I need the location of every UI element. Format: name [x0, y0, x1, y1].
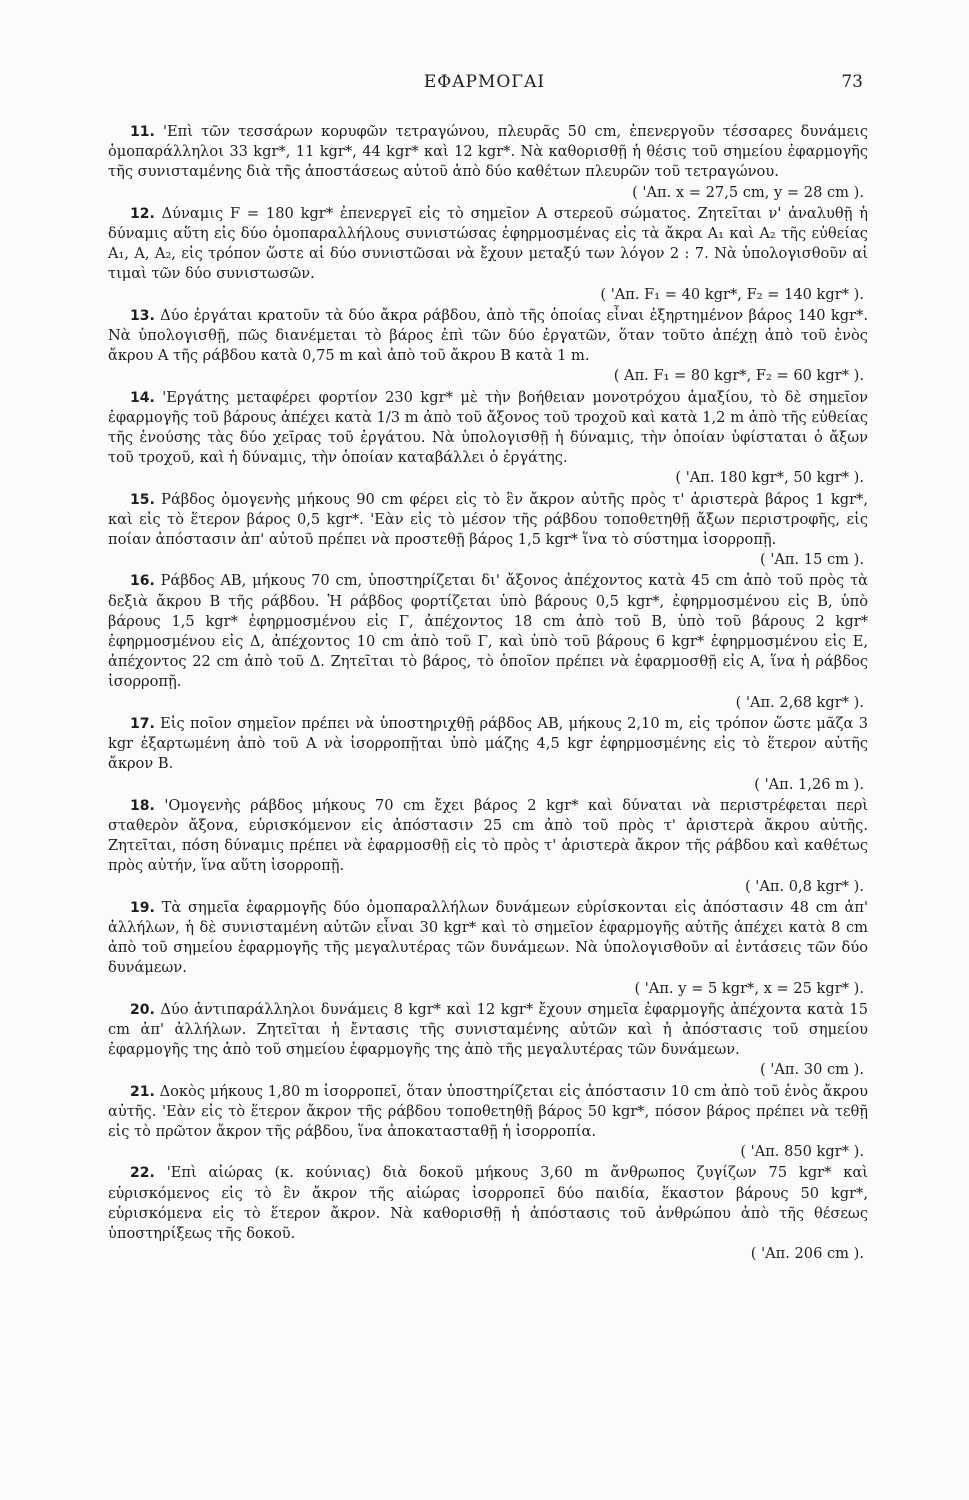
problem-body: 'Εργάτης μεταφέρει φορτίον 230 kgr* μὲ τὴν βοήθειαν μονοτρόχου ἁμαξίου, τὸ δὲ σημεῖον ἐφαρμογῆς τοῦ βάρους ἀπέχει κατὰ 1/3 m ἀπὸ τοῦ ἄξονος τοῦ τροχοῦ καὶ κατὰ 1,2 m ἀπὸ τῆς εὐθείας τῆς ἑνούσης τὰς δύο χεῖρας τοῦ ἐργάτου. Νὰ ὑπολογισθῇ ἡ δύναμις, τὴν ὁποίαν ὑφίσταται ὁ ἄξων τοῦ τροχοῦ, καὶ ἡ δύναμις, τὴν ὁποίαν καταβάλλει ὁ ἐργάτης. — [108, 388, 868, 467]
problem-item — [108, 306, 868, 387]
problem-item — [108, 714, 868, 795]
problem-item — [108, 204, 868, 305]
problem-number: 15. — [130, 491, 155, 508]
problem-item — [108, 1000, 868, 1081]
problem-text — [108, 571, 868, 692]
answer-line: ( Απ. F₁ = 80 kgr*, F₂ = 60 kgr* ). — [613, 367, 864, 385]
page-number: 73 — [841, 72, 863, 92]
problem-body: Δύο ἀντιπαράλληλοι δυνάμεις 8 kgr* καὶ 12 kgr* ἔχουν σημεῖα ἐφαρμογῆς ἀπέχοντα κατὰ 15 cm ἀπ' ἀλλήλων. Ζητεῖται ἡ ἔντασις τῆς συνισταμένης αὐτῶν καὶ ἡ ἀπόστασις τοῦ σημείου ἐφαρμογῆς της ἀπὸ τοῦ σημείου ἐφαρμογῆς της ἀπὸ τῆς μεγαλυτέρας τῶν δυνάμεων. — [108, 1000, 868, 1059]
problem-item — [108, 898, 868, 999]
problem-body: 'Επὶ τῶν τεσσάρων κορυφῶν τετραγώνου, πλευρᾶς 50 cm, ἐπενεργοῦν τέσσαρες δυνάμεις ὁμοπαράλληλοι 33 kgr*, 11 kgr*, 44 kgr* καὶ 12 kgr*. Νὰ καθορισθῇ ἡ θέσις τοῦ σημείου ἐφαρμογῆς τῆς συνισταμένης διὰ τῆς ἀποστάσεως αὐτοῦ ἀπὸ δύο καθέτων πλευρῶν τοῦ τετραγώνου. — [108, 123, 869, 181]
problem-item — [108, 1163, 868, 1264]
problem-number: 20. — [130, 1001, 155, 1018]
answer-line: ( 'Απ. 206 cm ). — [750, 1245, 864, 1263]
answer-line: ( 'Απ. F₁ = 40 kgr*, F₂ = 140 kgr* ). — [600, 285, 864, 303]
problem-body: 'Επὶ αἰώρας (κ. κούνιας) διὰ δοκοῦ μήκους 3,60 m ἄνθρωπος ζυγίζων 75 kgr* καὶ εὑρισκόμενος εἰς τὸ ἓν ἄκρον τῆς αἰώρας ἰσορροπεῖ δύο παιδία, ἕκαστον βάρους 50 kgr*, εὑρισκόμενα εἰς τὸ ἕτερον ἄκρον. Νὰ καθορισθῇ ἡ ἀπόστασις τοῦ ἀνθρώπου ἀπὸ τῆς θέσεως ὑποστηρίξεως τῆς δοκοῦ. — [108, 1164, 868, 1242]
answer-line: ( 'Απ. 0,8 kgr* ). — [744, 877, 864, 895]
answer-line: ( 'Απ. 180 kgr*, 50 kgr* ). — [675, 469, 864, 487]
problem-item — [108, 122, 868, 203]
answer-line: ( 'Απ. y = 5 kgr*, x = 25 kgr* ). — [634, 979, 864, 997]
problem-text — [108, 898, 868, 979]
problem-text — [108, 306, 868, 367]
problem-number: 18. — [130, 797, 155, 814]
problem-number: 17. — [130, 715, 155, 732]
problem-body: Ράβδος ὁμογενὴς μήκους 90 cm φέρει εἰς τὸ ἓν ἄκρον αὐτῆς πρὸς τ' ἀριστερὰ βάρος 1 kgr*, καὶ εἰς τὸ ἕτερον βάρος 0,5 kgr*. 'Εὰν εἰς τὸ μέσον τῆς ράβδου τοποθετηθῇ ἄξων περιστροφῆς, εἰς ποίαν ἀπόστασιν ἀπ' αὐτοῦ πρέπει νὰ προστεθῇ βάρος 1,5 kgr* ἵνα τὸ σύστημα ἰσορροπῇ. — [108, 490, 868, 549]
problem-body: 'Ομογενὴς ράβδος μήκους 70 cm ἔχει βάρος 2 kgr* καὶ δύναται νὰ περιστρέφεται περὶ σταθερὸν ἄξονα, εὑρισκόμενον εἰς ἀπόστασιν 25 cm ἀπὸ τοῦ πρὸς τ' ἀριστερὰ ἄκρου αὐτῆς. Ζητεῖται, πόση δύναμις πρέπει νὰ ἐφαρμοσθῇ εἰς τὸ πρὸς τ' ἀριστερὰ ἄκρον τῆς ράβδου καὶ καθέτως πρὸς αὐτήν, ἵνα αὕτη ἰσορροπῇ. — [108, 796, 868, 875]
answer-line: ( 'Απ. x = 27,5 cm, y = 28 cm ). — [632, 183, 864, 201]
problem-body: Ράβδος ΑΒ, μήκους 70 cm, ὑποστηρίζεται δι' ἄξονος ἀπέχοντος κατὰ 45 cm ἀπὸ τοῦ πρὸς τὰ δεξιὰ ἄκρου Β τῆς ράβδου. Ἡ ράβδος φορτίζεται ὑπὸ βάρους 0,5 kgr*, ἐφηρμοσμένου εἰς Β, ὑπὸ βάρους 1,5 kgr* ἐφηρμοσμένου εἰς Γ, ἀπέχοντος 18 cm ἀπὸ τοῦ Β, ὑπὸ τοῦ βάρους 2 kgr* ἐφηρμοσμένου εἰς Δ, ἀπέχοντος 10 cm ἀπὸ τοῦ Γ, καὶ ὑπὸ τοῦ βάρους 6 kgr* ἐφηρμοσμένου εἰς Ε, ἀπέχοντος 22 cm ἀπὸ τοῦ Δ. Ζητεῖται τὸ βάρος, τὸ ὁποῖον πρέπει νὰ ἐφαρμοσθῇ εἰς Α, ἵνα ἡ ράβδος ἰσορροπῇ. — [108, 572, 868, 691]
problem-body: Δοκὸς μήκους 1,80 m ἰσορροπεῖ, ὅταν ὑποστηρίζεται εἰς ἀπόστασιν 10 cm ἀπὸ τοῦ ἑνὸς ἄκρου αὐτῆς. 'Εὰν εἰς τὸ ἕτερον ἄκρον τῆς ράβδου τοποθετηθῇ βάρος 50 kgr*, πόσον βάρος πρέπει νὰ τεθῇ εἰς τὸ πρῶτον ἄκρον τῆς ράβδου, ἵνα ἀποκατασταθῇ ἡ ἰσορροπία. — [108, 1082, 869, 1140]
problem-item — [108, 796, 868, 897]
problem-number: 13. — [130, 307, 155, 324]
answer-line: ( 'Απ. 850 kgr* ). — [740, 1143, 864, 1161]
problem-number: 12. — [130, 205, 155, 222]
problem-text — [108, 1000, 868, 1061]
problem-number: 16. — [130, 573, 155, 590]
page-header — [108, 72, 861, 96]
problem-text — [108, 714, 868, 775]
answer-line: ( 'Απ. 30 cm ). — [760, 1061, 864, 1079]
problem-text — [108, 796, 868, 877]
problem-item — [108, 1082, 868, 1163]
running-title: ΕΦΑΡΜΟΓΑΙ — [423, 72, 546, 92]
problem-item — [108, 571, 868, 712]
problem-text — [108, 1163, 868, 1244]
problem-item — [108, 490, 868, 571]
problem-number: 19. — [130, 899, 155, 916]
problem-text — [108, 204, 868, 285]
problem-body: Τὰ σημεῖα ἐφαρμογῆς δύο ὁμοπαραλλήλων δυνάμεων εὑρίσκονται εἰς ἀπόστασιν 48 cm ἀπ' ἀλλήλων, ἡ δὲ συνισταμένη αὐτῶν εἶναι 30 kgr* καὶ τὸ σημεῖον ἐφαρμογῆς αὐτῆς ἀπέχει κατὰ 8 cm ἀπὸ τοῦ σημείου ἐφαρμογῆς τῆς μεγαλυτέρας τῶν δυνάμεων. Νὰ ὑπολογισθοῦν αἱ ἐντάσεις τῶν δύο δυνάμεων. — [108, 898, 868, 977]
problem-text — [108, 1082, 868, 1143]
answer-line: ( 'Απ. 2,68 kgr* ). — [735, 693, 864, 711]
problem-number: 11. — [130, 124, 155, 140]
problem-body: Δύναμις F = 180 kgr* ἐπενεργεῖ εἰς τὸ σημεῖον Α στερεοῦ σώματος. Ζητεῖται ν' ἀναλυθῇ ἡ δύναμις αὕτη εἰς δύο ὁμοπαραλλήλους συνιστώσας ἐφηρμοσμένας εἰς τὰ ἄκρα A₁ καὶ A₂ τῆς εὐθείας A₁, A, A₂, εἰς τρόπον ὥστε αἱ δύο συνιστῶσαι νὰ ἔχουν μεταξύ των λόγον 2 : 7. Νὰ ὑπολογισθοῦν αἱ τιμαὶ τῶν δύο συνιστωσῶν. — [108, 204, 868, 283]
problem-list — [108, 122, 868, 1265]
problem-number: 22. — [130, 1165, 155, 1182]
problem-text — [108, 490, 868, 551]
problem-number: 21. — [130, 1083, 155, 1100]
problem-text — [108, 122, 868, 183]
problem-body: Εἰς ποῖον σημεῖον πρέπει νὰ ὑποστηριχθῇ ράβδος ΑΒ, μήκους 2,10 m, εἰς τρόπον ὥστε μᾶζα 3 kgr ἐξαρτωμένη ἀπὸ τοῦ Α νὰ ἰσορροπῇται ὑπὸ μάζης 4,5 kgr ἐφηρμοσμένης εἰς τὸ ἕτερον αὐτῆς ἄκρον Β. — [108, 714, 869, 773]
answer-line: ( 'Απ. 1,26 m ). — [754, 775, 864, 793]
answer-line: ( 'Απ. 15 cm ). — [760, 551, 864, 569]
problem-number: 14. — [130, 389, 155, 406]
problem-text — [108, 388, 868, 469]
problem-item — [108, 388, 868, 489]
problem-body: Δύο ἐργάται κρατοῦν τὰ δύο ἄκρα ράβδου, ἀπὸ τῆς ὁποίας εἶναι ἐξηρτημένον βάρος 140 kgr*. Νὰ ὑπολογισθῇ, πῶς διανέμεται τὸ βάρος ἐπὶ τῶν δύο ἐργατῶν, ὅταν τοῦτο ἀπέχῃ ἀπὸ τοῦ ἑνὸς ἄκρου Α τῆς ράβδου κατὰ 0,75 m καὶ ἀπὸ τοῦ ἄκρου Β κατὰ 1 m. — [108, 306, 869, 365]
